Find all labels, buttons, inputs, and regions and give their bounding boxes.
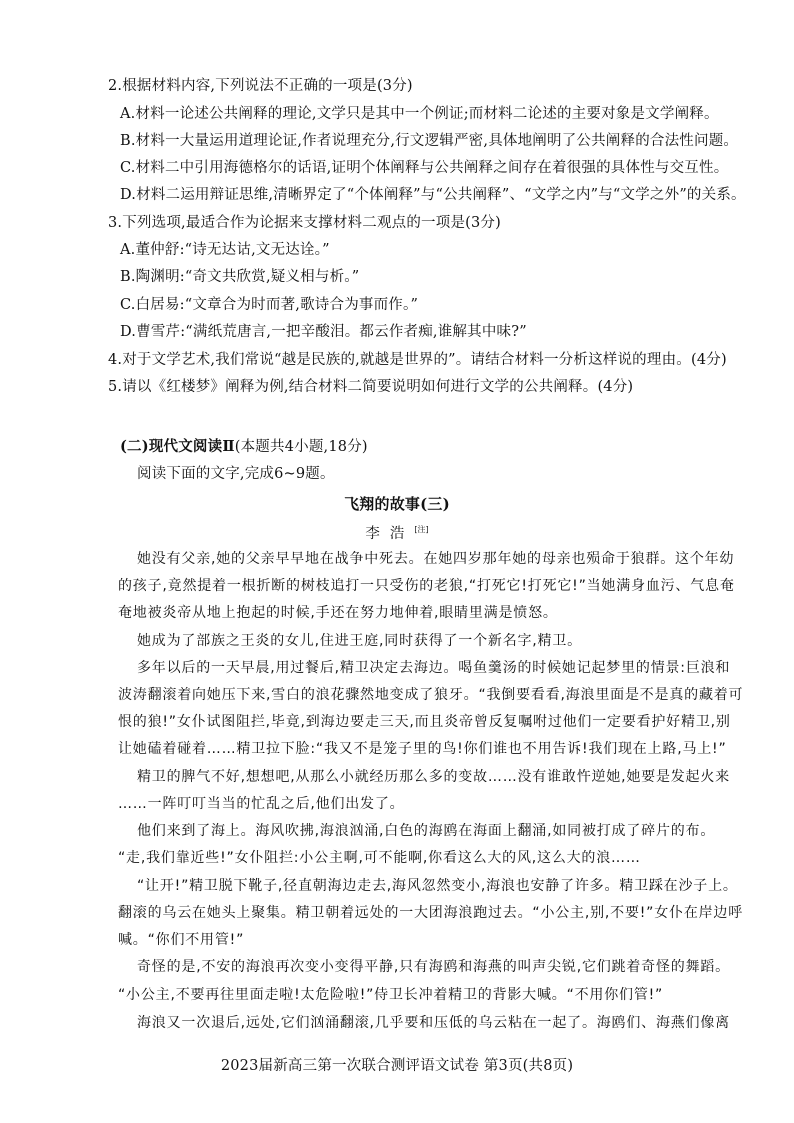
- question-3-option-c: C.白居易:“文章合为时而著,歌诗合为事而作。”: [120, 297, 419, 313]
- question-2-option-d: D.材料二运用辩证思维,清晰界定了“个体阐释”与“公共阐释”、“文学之内”与“文学之外”的关系。: [120, 187, 746, 203]
- article-line: 波涛翻滚着向她压下来,雪白的浪花骤然地变成了狼牙。“我倒要看看,海浪里面是不是真的藏着可: [118, 687, 744, 703]
- question-2-option-a: A.材料一论述公共阐释的理论,文学只是其中一个例证;而材料二论述的主要对象是文学阐释。: [120, 106, 719, 122]
- question-5: 5.请以《红楼梦》阐释为例,结合材料二简要说明如何进行文学的公共阐释。(4分): [108, 379, 634, 395]
- article-line: ……一阵叮叮当当的忙乱之后,他们出发了。: [118, 796, 405, 812]
- article-line: 她成为了部族之王炎的女儿,住进王庭,同时获得了一个新名字,精卫。: [137, 633, 582, 649]
- question-2-stem: 2.根据材料内容,下列说法不正确的一项是(3分): [108, 78, 413, 94]
- article-line: 奇怪的是,不安的海浪再次变小变得平静,只有海鸥和海燕的叫声尖锐,它们跳着奇怪的舞蹈。: [137, 959, 730, 975]
- author-name: 李浩: [365, 525, 415, 542]
- article-line: 她没有父亲,她的父亲早早地在战争中死去。在她四岁那年她的母亲也殒命于狼群。这个年幼: [137, 551, 735, 567]
- question-3-option-a: A.董仲舒:“诗无达诂,文无达诠。”: [120, 242, 330, 258]
- article-line: “小公主,不要再往里面走啦!太危险啦!”侍卫长冲着精卫的背影大喊。“不用你们管!”: [118, 987, 664, 1003]
- article-line: 翻滚的乌云在她头上聚集。精卫朝着远处的一大团海浪跑过去。“小公主,别,不要!”女仆在岸边呼: [118, 905, 744, 921]
- article-line: “走,我们靠近些!”女仆阻拦:小公主啊,可不能啊,你看这么大的风,这么大的浪……: [118, 850, 641, 866]
- article-line: 的孩子,竟然提着一根折断的树枝追打一只受伤的老狼,“打死它!打死它!”当她满身血污、气息奄: [118, 578, 735, 594]
- article-line: “让开!”精卫脱下靴子,径直朝海边走去,海风忽然变小,海浪也安静了许多。精卫踩在沙子上。: [137, 878, 738, 894]
- question-3-option-b: B.陶渊明:“奇文共欣赏,疑义相与析。”: [120, 269, 360, 285]
- question-3-stem: 3.下列选项,最适合作为论据来支撑材料二观点的一项是(3分): [108, 215, 501, 231]
- article-line: 恨的狼!”女仆试图阻拦,毕竟,到海边要走三天,而且炎帝曾反复嘱咐过他们一定要看护好精卫,别: [118, 714, 731, 730]
- question-4: 4.对于文学艺术,我们常说“越是民族的,就越是世界的”。请结合材料一分析这样说的理由。(4分): [108, 352, 727, 368]
- page-footer: 2023届新高三第一次联合测评语文试卷 第3页(共8页): [220, 1058, 574, 1074]
- author-footnote-marker: [注]: [414, 525, 429, 534]
- section-intro: 阅读下面的文字,完成6~9题。: [137, 466, 335, 482]
- section-heading-title: (二)现代文阅读Ⅱ: [120, 438, 235, 455]
- article-line: 精卫的脾气不好,想想吧,从那么小就经历那么多的变故……没有谁敢忤逆她,她要是发起火来: [137, 769, 730, 785]
- article-line: 他们来到了海上。海风吹拂,海浪汹涌,白色的海鸥在海面上翻涌,如同被打成了碎片的布。: [137, 823, 716, 839]
- article-author: [0, 520, 794, 544]
- article-line: 多年以后的一天早晨,用过餐后,精卫决定去海边。喝鱼羹汤的时候她记起梦里的情景:巨浪和: [137, 660, 731, 676]
- section-heading-note: (本题共4小题,18分): [234, 439, 368, 455]
- article-title: 飞翔的故事(三): [344, 495, 450, 513]
- article-line: 海浪又一次退后,远处,它们汹涌翻滚,几乎要和压低的乌云粘在一起了。海鸥们、海燕们像离: [137, 1015, 730, 1031]
- question-2-option-b: B.材料一大量运用道理论证,作者说理充分,行文逻辑严密,具体地阐明了公共阐释的合法性问题。: [120, 133, 739, 149]
- article-line: 奄地被炎帝从地上抱起的时候,手还在努力地伸着,眼睛里满是愤怒。: [118, 605, 558, 621]
- section-heading: [120, 437, 368, 457]
- article-line: 让她磕着碰着……精卫拉下脸:“我又不是笼子里的鸟!你们谁也不用告诉!我们现在上路,马上!”: [118, 741, 727, 757]
- question-2-option-c: C.材料二中引用海德格尔的话语,证明个体阐释与公共阐释之间存在着很强的具体性与交互性。: [120, 160, 729, 176]
- question-3-option-d: D.曹雪芹:“满纸荒唐言,一把辛酸泪。都云作者痴,谁解其中味?”: [120, 324, 527, 340]
- article-line: 喊。“你们不用管!”: [118, 932, 245, 948]
